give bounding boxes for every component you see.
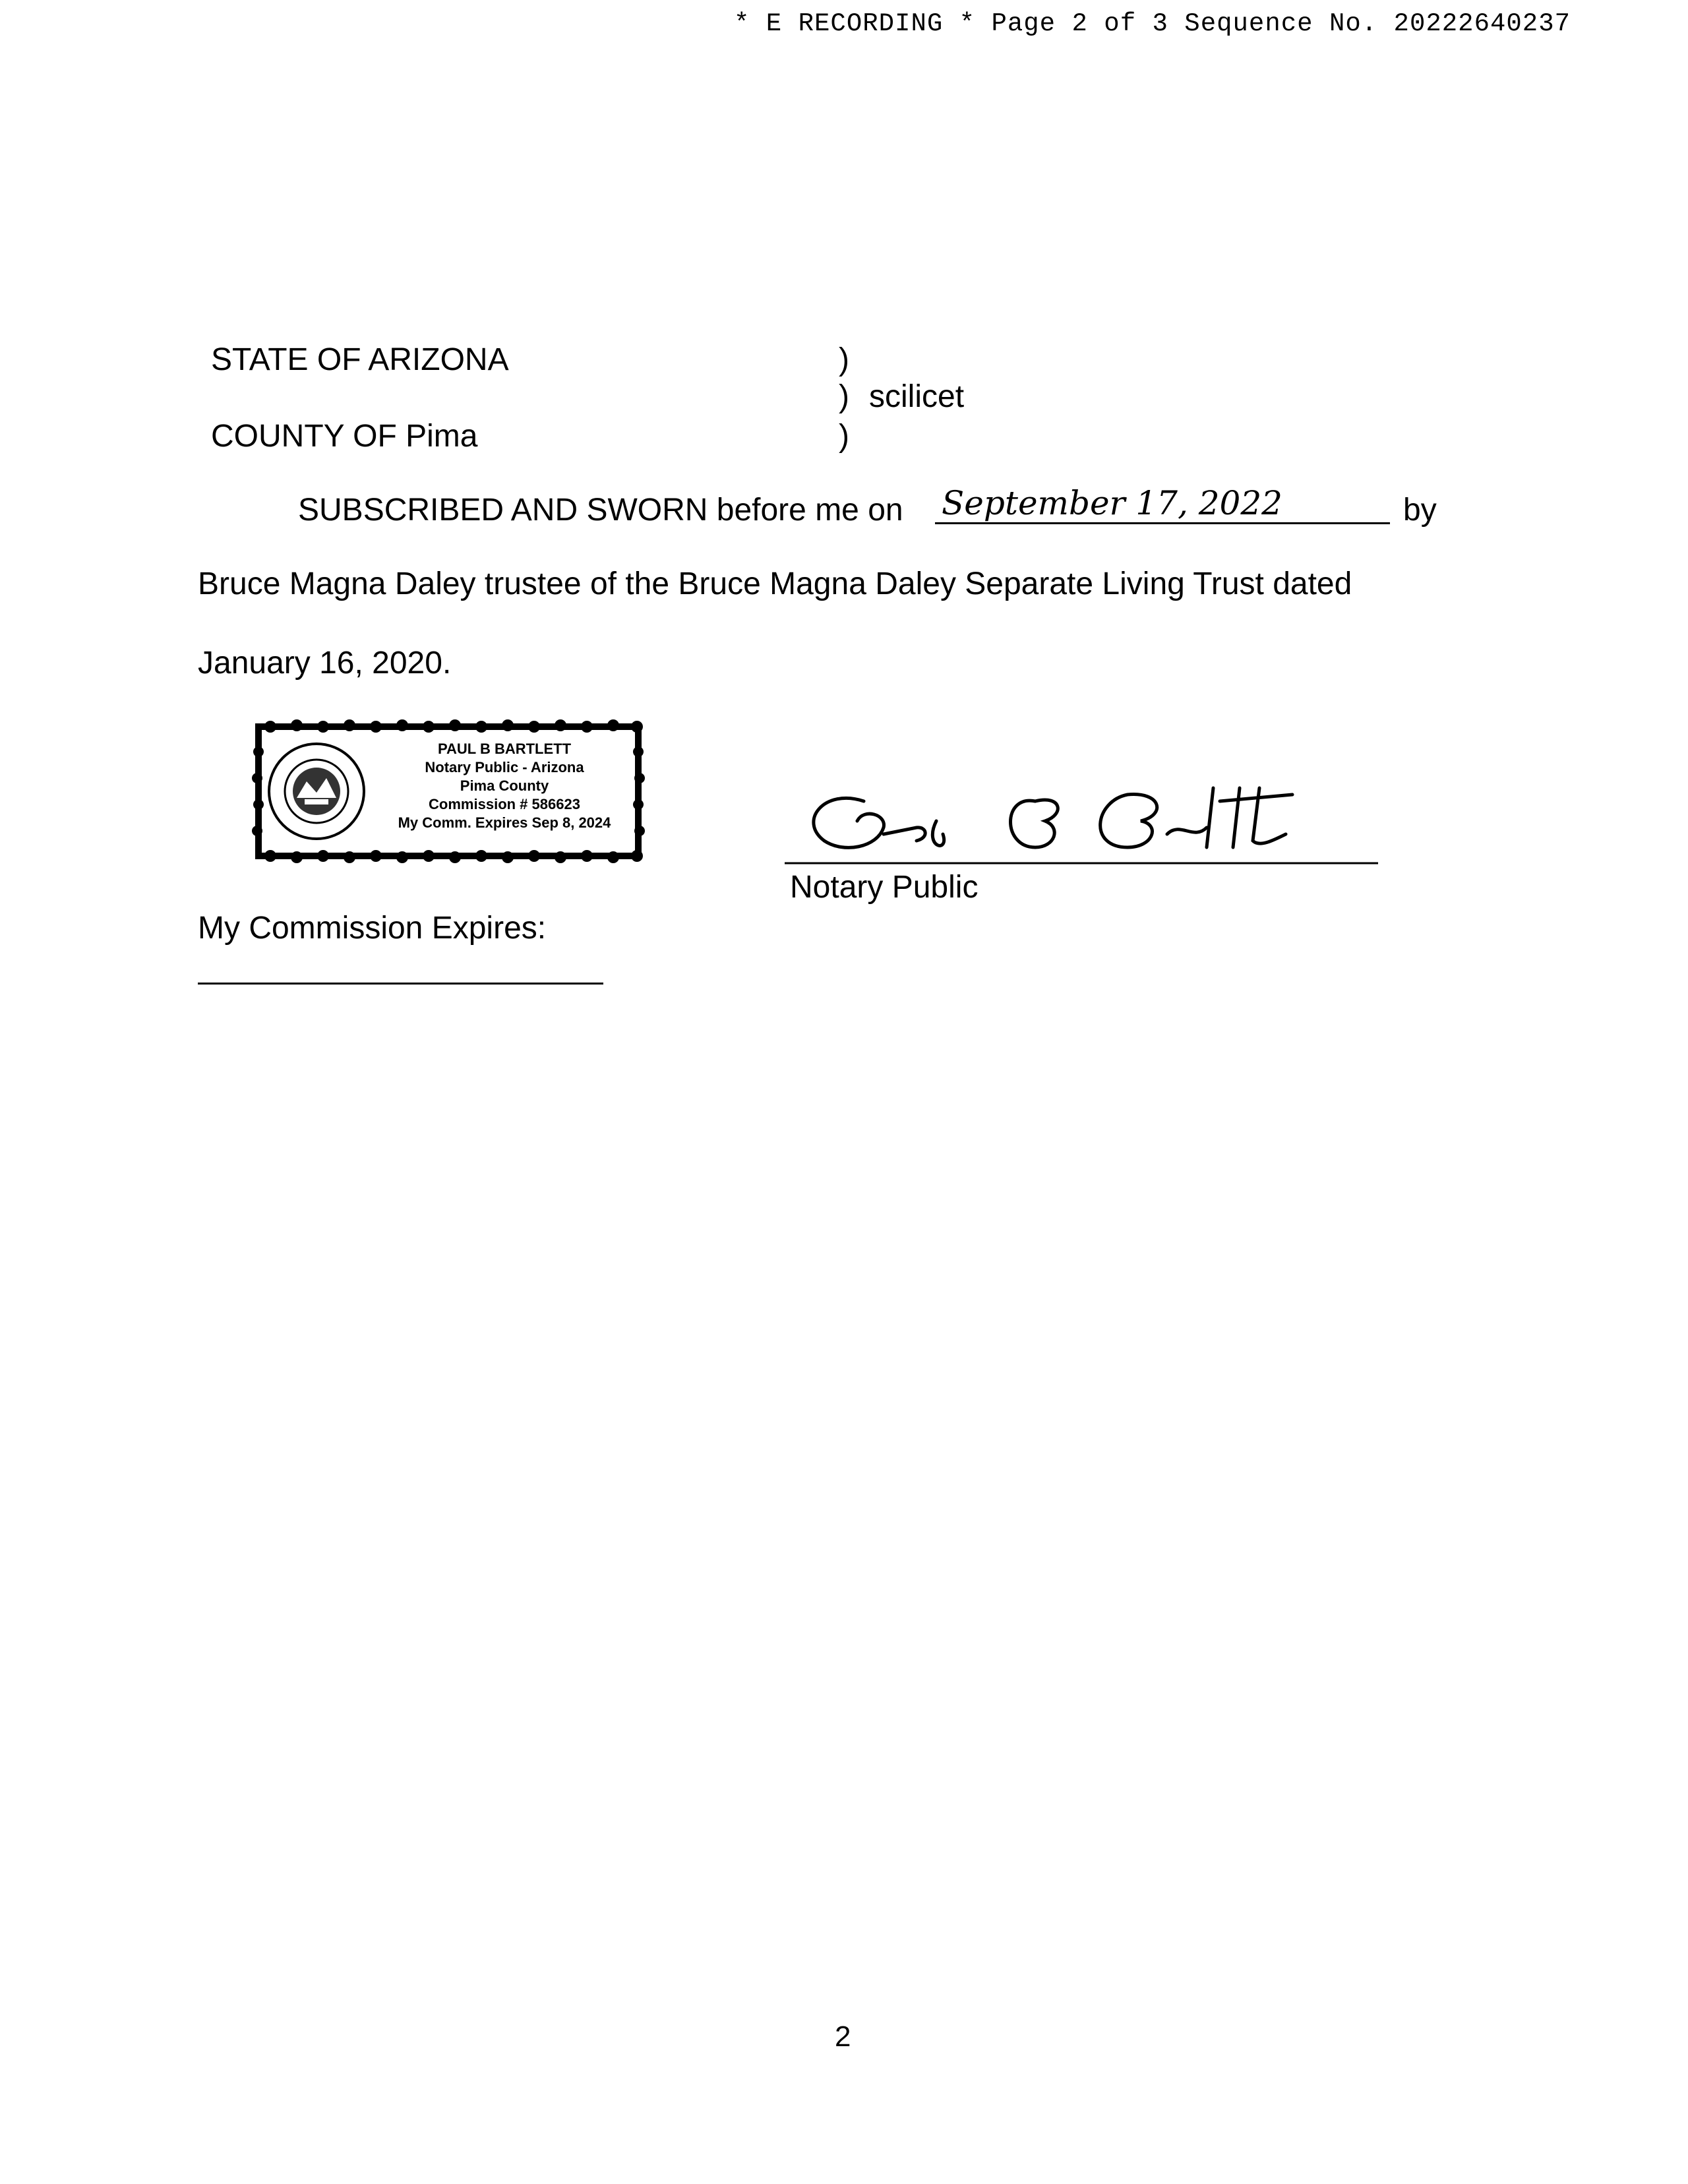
state-label: STATE OF ARIZONA [211, 342, 509, 377]
venue-paren-middle: ) [839, 379, 849, 414]
page-number: 2 [835, 2020, 851, 2053]
jurat-line-2: Bruce Magna Daley trustee of the Bruce Magna Daley Separate Living Trust dated [198, 566, 1352, 601]
stamp-county: Pima County [460, 777, 549, 794]
jurat-prefix: SUBSCRIBED AND SWORN before me on [298, 493, 903, 528]
stamp-notary-name: PAUL B BARTLETT [437, 741, 572, 757]
recording-header: * E RECORDING * Page 2 of 3 Sequence No. 20222640237 [734, 9, 1571, 38]
jurat-suffix: by [1403, 493, 1437, 528]
scilicet-text: scilicet [869, 379, 965, 414]
commission-expires-line [198, 983, 603, 985]
venue-paren-top: ) [839, 342, 849, 377]
signature-stroke [785, 775, 1378, 867]
date-signature-line [935, 484, 1390, 524]
notary-stamp [244, 712, 653, 870]
state-seal-icon [269, 744, 364, 839]
stamp-commission-number: Commission # 586623 [429, 796, 580, 812]
handwritten-date: September 17, 2022 [942, 484, 1282, 522]
commission-expires-label: My Commission Expires: [198, 911, 547, 946]
notary-public-label: Notary Public [790, 870, 979, 905]
county-label: COUNTY OF Pima [211, 419, 478, 454]
stamp-notary-title: Notary Public - Arizona [425, 759, 584, 775]
notary-signature [785, 775, 1378, 867]
stamp-expiration: My Comm. Expires Sep 8, 2024 [398, 814, 611, 831]
venue-paren-bottom: ) [839, 419, 849, 454]
jurat-line-3: January 16, 2020. [198, 646, 452, 681]
